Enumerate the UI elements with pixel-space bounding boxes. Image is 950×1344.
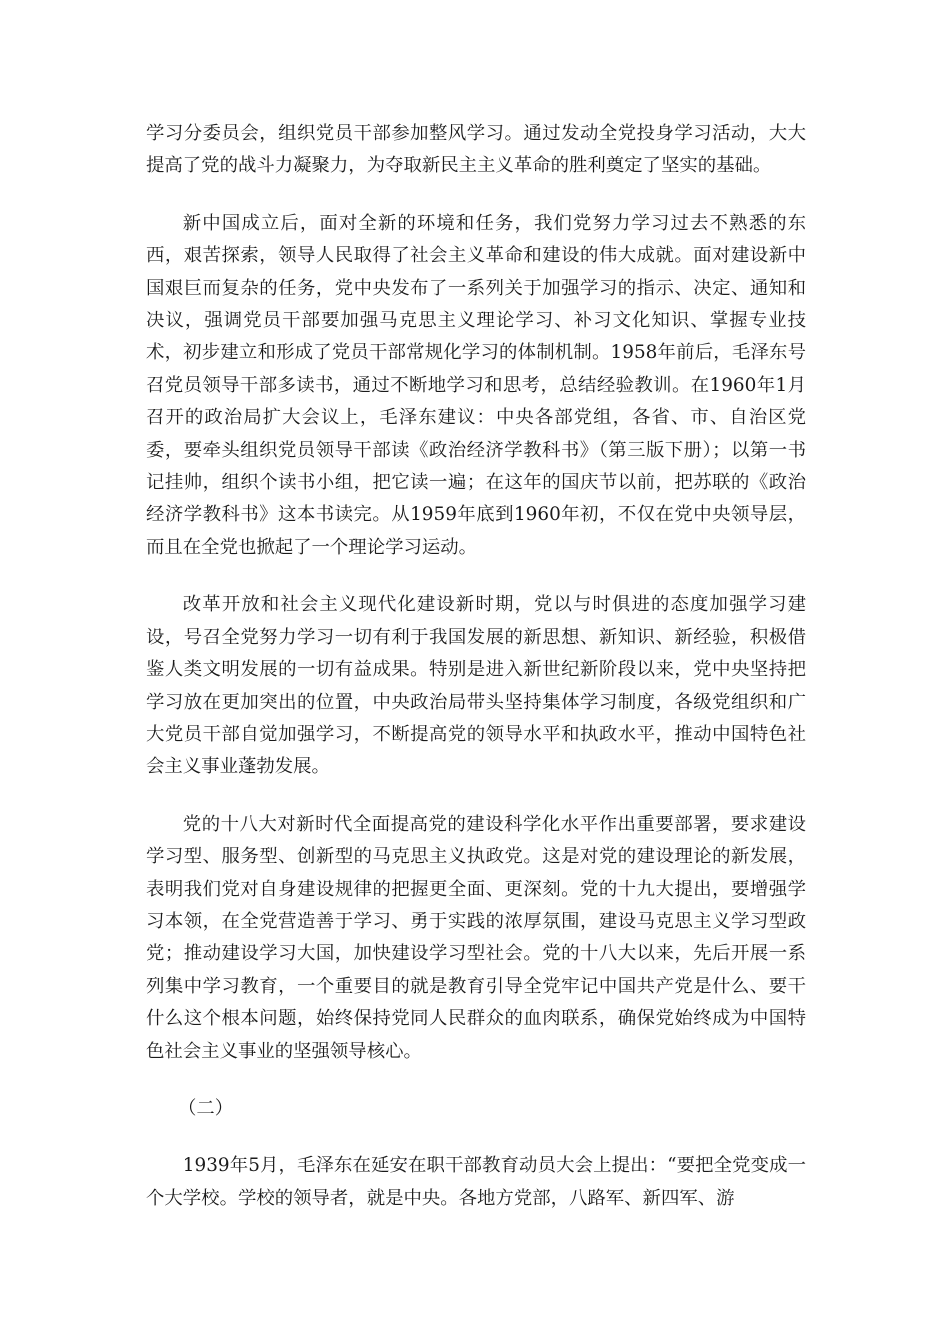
paragraph-reform-era: 改革开放和社会主义现代化建设新时期，党以与时俱进的态度加强学习建设，号召全党努力学习一切有利于我国发展的新思想、新知识、新经验，积极借鉴人类文明发展的一切有益成果。特别是进入新世纪新阶段以来，党中央坚持把学习放在更加突出的位置，中央政治局带头坚持集体学习制度，各级党组织和广大党员干部自觉加强学习，不断提高党的领导水平和执政水平，推动中国特色社会主义事业蓬勃发展。 — [146, 594, 806, 778]
paragraph-continued: 学习分委员会，组织党员干部参加整风学习。通过发动全党投身学习活动，大大提高了党的战斗力凝聚力，为夺取新民主主义革命的胜利奠定了坚实的基础。 — [146, 123, 806, 177]
document-page — [146, 118, 806, 1240]
paragraph-1939: 1939年5月，毛泽东在延安在职干部教育动员大会上提出：“要把全党变成一个大学校。学校的领导者，就是中央。各地方党部，八路军、新四军、游 — [146, 1155, 806, 1209]
paragraph-new-china: 新中国成立后，面对全新的环境和任务，我们党努力学习过去不熟悉的东西，艰苦探索，领导人民取得了社会主义革命和建设的伟大成就。面对建设新中国艰巨而复杂的任务，党中央发布了一系列关于加强学习的指示、决定、通知和决议，强调党员干部要加强马克思主义理论学习、补习文化知识、掌握专业技术，初步建立和形成了党员干部常规化学习的体制机制。1958年前后，毛泽东号召党员领导干部多读书，通过不断地学习和思考，总结经验教训。在1960年1月召开的政治局扩大会议上，毛泽东建议：中央各部党组，各省、市、自治区党委，要牵头组织党员领导干部读《政治经济学教科书》（第三版下册）；以第一书记挂帅，组织个读书小组，把它读一遍；在这年的国庆节以前，把苏联的《政治经济学教科书》这本书读完。从1959年底到1960年初，不仅在党中央领导层，而且在全党也掀起了一个理论学习运动。 — [146, 212, 806, 558]
paragraph-eighteenth-congress: 党的十八大对新时代全面提高党的建设科学化水平作出重要部署，要求建设学习型、服务型、创新型的马克思主义执政党。这是对党的建设理论的新发展，表明我们党对自身建设规律的把握更全面、更深刻。党的十九大提出，要增强学习本领，在全党营造善于学习、勇于实践的浓厚氛围，建设马克思主义学习型政党；推动建设学习大国，加快建设学习型社会。党的十八大以来，先后开展一系列集中学习教育，一个重要目的就是教育引导全党牢记中国共产党是什么、要干什么这个根本问题，始终保持党同人民群众的血肉联系，确保党始终成为中国特色社会主义事业的坚强领导核心。 — [146, 813, 806, 1062]
section-heading: （二） — [178, 1097, 234, 1119]
